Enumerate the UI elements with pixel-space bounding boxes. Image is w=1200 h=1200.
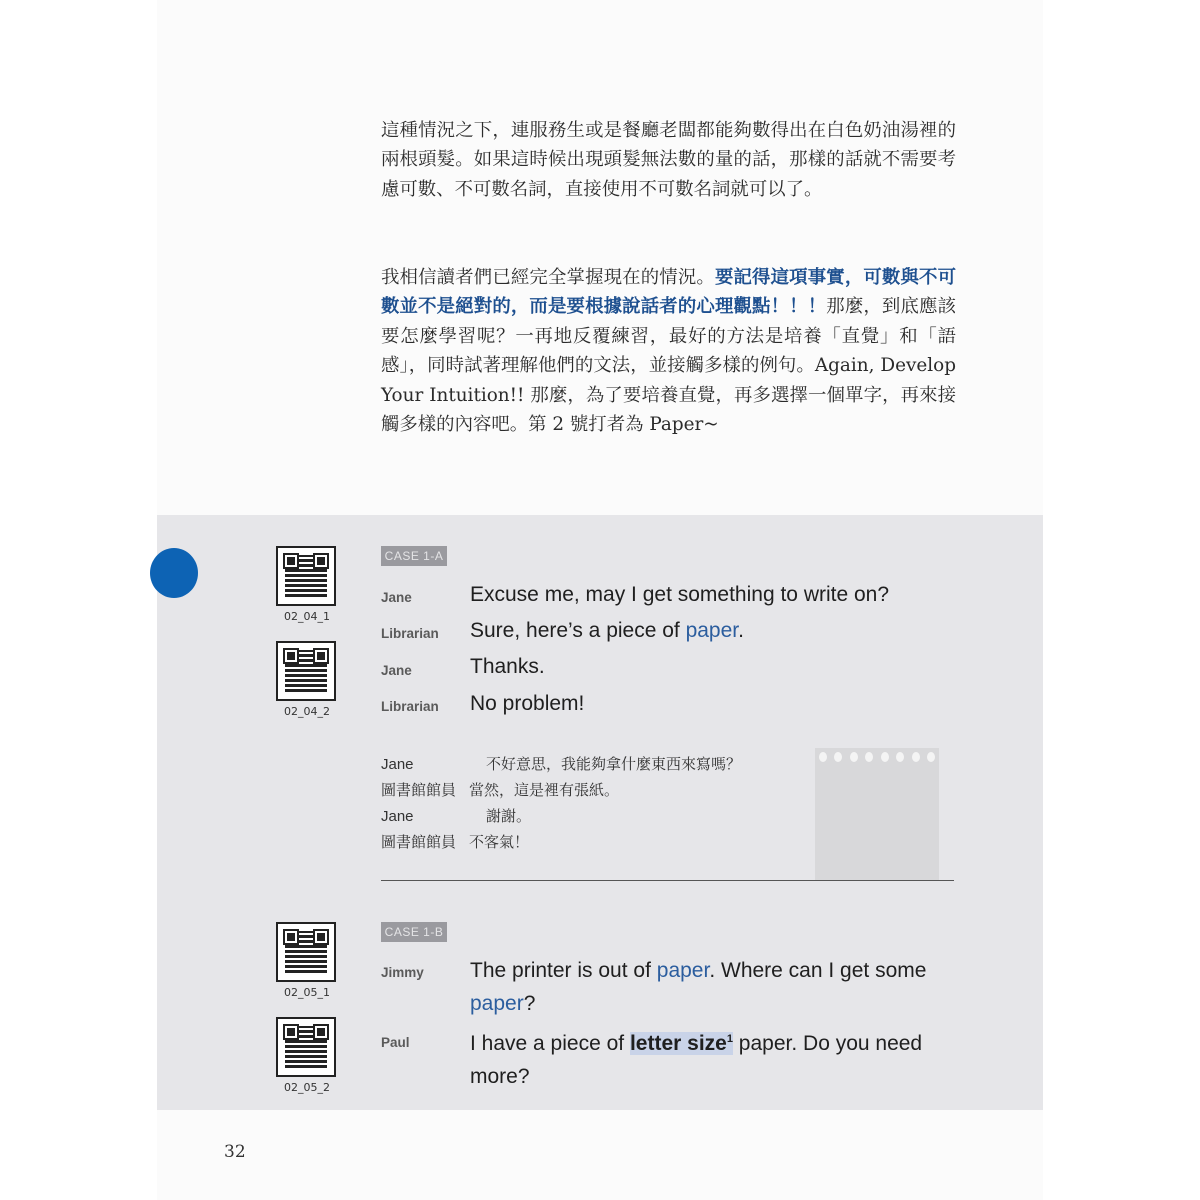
qr-label: 02_04_2 bbox=[284, 705, 330, 718]
dialogue-line: No problem! bbox=[470, 692, 585, 715]
intro-paragraph-1: 這種情況之下，連服務生或是餐廳老闆都能夠數得出在白色奶油湯裡的兩根頭髮。如果這時候出現頭髮無法數的量的話，那樣的話就不需要考慮可數、不可數名詞，直接使用不可數名詞就可以了。 bbox=[381, 120, 956, 200]
dialogue-line: I have a piece of letter size$^1$ paper. Do you need more? bbox=[470, 1032, 923, 1088]
case-tag: CASE 1-B bbox=[381, 922, 447, 942]
section-marker-dot bbox=[150, 548, 198, 598]
qr-code-icon[interactable] bbox=[276, 1017, 336, 1077]
qr-code-icon[interactable] bbox=[276, 922, 336, 982]
qr-code-icon[interactable] bbox=[276, 546, 336, 606]
notebook-paper-image bbox=[815, 748, 939, 880]
qr-label: 02_04_1 bbox=[284, 610, 330, 623]
keyword: paper bbox=[470, 992, 524, 1015]
dialogue-line: The printer is out of paper. Where can I get some paper? bbox=[470, 959, 927, 1015]
qr-label: 02_05_2 bbox=[284, 1081, 330, 1094]
speaker-name: Jane bbox=[381, 590, 412, 605]
translation-row: Jane 謝謝。 bbox=[381, 807, 532, 825]
speaker-name: Librarian bbox=[381, 626, 439, 641]
para2-highlight: 要記得這項事實，可數與不可數並不是絕對的，而是要根據說話者的心理觀點！！！ bbox=[381, 267, 956, 318]
para2-end: 那麼，到底應該要怎麼學習呢？一再地反覆練習，最好的方法是培養「直覺」和「語感」，同時試著理解他們的文法，並接觸多樣的例句。Again, Develop Your Intuition!! 那麼，為了要培養直覺，再多選擇一個單字，再來接觸多樣的內容吧。第 2 號打者為 Paper~ bbox=[381, 296, 956, 436]
speaker-name: Jane bbox=[381, 663, 412, 678]
para2-start: 我相信讀者們已經完全掌握現在的情況。 bbox=[381, 267, 715, 288]
translation-row: 圖書館館員 不客氣！ bbox=[381, 833, 530, 851]
qr-code-icon[interactable] bbox=[276, 641, 336, 701]
case-tag: CASE 1-A bbox=[381, 546, 447, 566]
speaker-name: Paul bbox=[381, 1035, 410, 1050]
qr-label: 02_05_1 bbox=[284, 986, 330, 999]
translation-row: 圖書館館員 當然，這是裡有張紙。 bbox=[381, 781, 620, 799]
dialogue-line: Thanks. bbox=[470, 655, 545, 678]
intro-paragraph-2 bbox=[381, 263, 956, 439]
keyword: paper bbox=[685, 619, 739, 642]
dialogue-line: Sure, here’s a piece of paper. bbox=[470, 619, 744, 642]
keyword: paper bbox=[656, 959, 710, 982]
speaker-name: Jimmy bbox=[381, 965, 424, 980]
highlighted-term: letter size$^1$ bbox=[629, 1032, 733, 1055]
speaker-name: Librarian bbox=[381, 699, 439, 714]
page-number: 32 bbox=[224, 1142, 246, 1162]
translation-row: Jane 不好意思，我能夠拿什麼東西來寫嗎？ bbox=[381, 755, 742, 773]
footnote-marker: 1 bbox=[726, 1033, 733, 1045]
dialogue-line: Excuse me, may I get something to write on? bbox=[470, 583, 890, 606]
section-divider bbox=[381, 880, 954, 881]
